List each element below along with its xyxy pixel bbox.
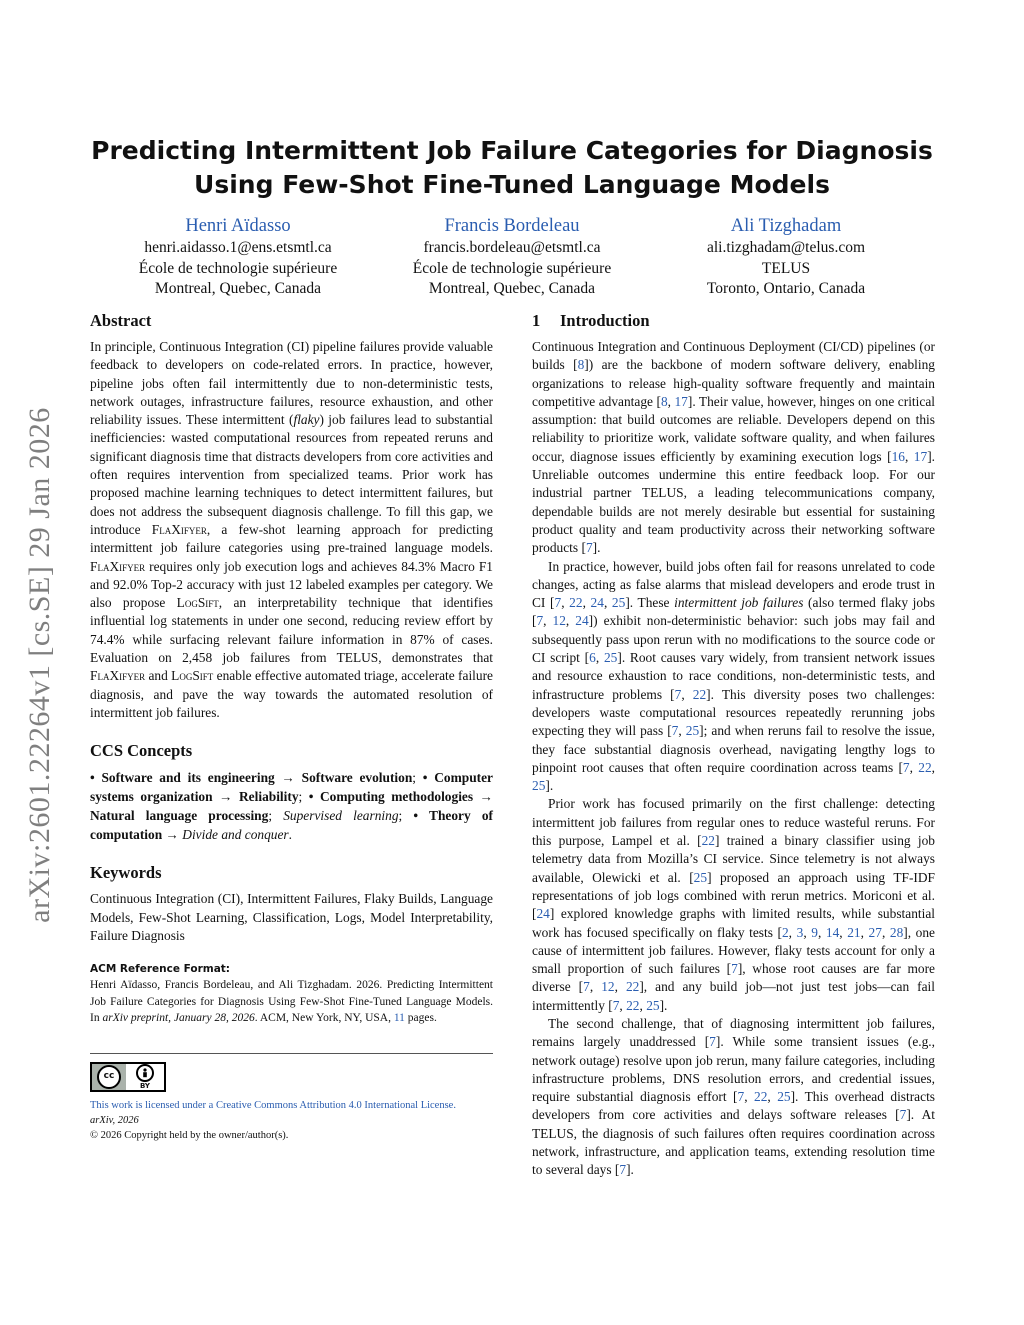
- author-location: Montreal, Quebec, Canada: [154, 280, 322, 297]
- citation-link[interactable]: 22: [754, 1089, 768, 1105]
- citation-link[interactable]: 12: [552, 613, 566, 629]
- license-link[interactable]: This work is licensed under a Creative Commons Attribution 4.0 International License.: [90, 1099, 456, 1111]
- author-name-link[interactable]: Francis Bordeleau: [444, 216, 580, 236]
- citation-link[interactable]: 7: [612, 997, 620, 1013]
- logsift-name: LogSift: [171, 668, 214, 684]
- citation-link[interactable]: 7: [674, 686, 682, 702]
- citation-link[interactable]: 7: [731, 961, 738, 977]
- arxiv-identifier-stamp: [12, 380, 68, 950]
- paper-title-line-2: Using Few-Shot Fine-Tuned Language Models: [194, 170, 830, 199]
- citation-link[interactable]: 7: [619, 1162, 627, 1178]
- flaxifyer-name: FlaXifyer: [151, 521, 207, 537]
- introduction-heading: [532, 310, 935, 332]
- citation-link[interactable]: 7: [583, 979, 590, 995]
- citation-link[interactable]: 7: [737, 1089, 745, 1105]
- left-column: [90, 310, 493, 1143]
- citation-link[interactable]: 25: [693, 869, 708, 885]
- intro-paragraph: In practice, however, build jobs often fail for reasons unrelated to code changes, acting as false alarms that mislead developers and erode trust in CI [7, 22, 24, 25]. These intermittent job failures (also termed flaky jobs [7, 12, 24]) exhibit non-deterministic behavior: such jobs may fail and subsequently pass upon rerun with no modifications to the source code or CI script [6, 25]. Root causes vary widely, from transient network issues and resource exhaustion to race conditions, non-deterministic tests, and infrastructure problems [7, 22]. This diversity poses two challenges: developers waste computational resources repeatedly rerunning jobs expecting they will pass [7, 25]; and when reruns fail to resolve the issue, they face substantial diagnosis overhead, navigating lengthy logs to pinpoint root causes that often require coordination across teams [7, 22, 25].: [532, 558, 936, 794]
- intro-paragraph: The second challenge, that of diagnosing intermittent job failures, remains largely unaddressed [7]. While some transient issues (e.g., network outage) resolve upon job rerun, many failure categories, including infrastructure problems, DNS resolution errors, and credential issues, require substantial diagnosis effort [7, 22, 25]. This overhead distracts developers from core activities and delays software releases [7]. At TELUS, the diagnosis of such failures often requires coordination across network, infrastructure, and application teams, extending resolution time to several days [7].: [532, 1015, 935, 1178]
- citation-link[interactable]: 24: [590, 595, 604, 611]
- citation-link[interactable]: 7: [899, 1107, 907, 1123]
- citation-link[interactable]: 25: [603, 650, 618, 666]
- author-affiliation: École de technologie supérieure: [138, 259, 338, 277]
- citation-link[interactable]: 25: [777, 1089, 791, 1105]
- paper-title: [90, 134, 934, 202]
- author-card: [98, 214, 378, 300]
- citation-link[interactable]: 9: [811, 924, 818, 940]
- citation-link[interactable]: 2: [781, 924, 789, 940]
- by-label: BY: [139, 1081, 151, 1090]
- citation-link[interactable]: 27: [868, 924, 882, 940]
- citation-link[interactable]: 14: [825, 924, 840, 940]
- citation-link[interactable]: 3: [796, 924, 804, 940]
- cc-icon: cc: [97, 1065, 121, 1089]
- ccs-concepts-text: • Software and its engineering → Software evolution; • Computer systems organization → Reliability; • Computing methodologies → Natural language processing; Supervised learning; • Theory of computation → Divide and conquer.: [90, 770, 493, 843]
- citation-link[interactable]: 22: [626, 997, 640, 1013]
- venue-label: arXiv, 2026: [90, 1114, 139, 1126]
- ccs-concepts-heading: CCS Concepts: [90, 741, 193, 761]
- copyright-notice: © 2026 Copyright held by the owner/author(s).: [90, 1129, 289, 1141]
- author-name-link[interactable]: Ali Tizghadam: [730, 216, 842, 236]
- license-divider: [90, 1053, 493, 1062]
- keywords-heading: Keywords: [90, 863, 162, 883]
- citation-link[interactable]: 7: [536, 613, 544, 629]
- citation-link[interactable]: 25: [685, 723, 700, 739]
- citation-link[interactable]: 7: [709, 1034, 716, 1050]
- citation-link[interactable]: 8: [660, 393, 668, 409]
- citation-link[interactable]: 22: [569, 595, 583, 611]
- citation-link[interactable]: 6: [589, 650, 596, 666]
- citation-link[interactable]: 22: [918, 759, 932, 775]
- author-location: Montreal, Quebec, Canada: [428, 280, 596, 297]
- citation-link[interactable]: 16: [891, 448, 905, 464]
- citation-link[interactable]: 7: [585, 540, 593, 556]
- author-name-link[interactable]: Henri Aïdasso: [185, 216, 291, 236]
- creative-commons-by-badge[interactable]: [90, 1062, 166, 1092]
- intro-paragraph: Prior work has focused primarily on the first challenge: detecting intermittent job failures from regular ones to reduce wasteful reruns. For this purpose, Lampel et al. [22] trained a binary classifier using job telemetry data from Mozilla’s CI service. Since telemetry is not always available, Olewicki et al. [25] proposed an approach using TF-IDF representations of job logs combined with rerun metrics. Moriconi et al. [24] explored knowledge graphs with limited results, while substantial work has focused specifically on flaky tests [2, 3, 9, 14, 21, 27, 28], one cause of intermittent job failures. However, flaky tests account for only a small proportion of such failures [7], whose root causes are far more diverse [7, 12, 22], and any build job—not just test jobs—can fail intermittently [7, 22, 25].: [532, 796, 935, 1013]
- page-count-link[interactable]: 11: [393, 1012, 405, 1025]
- attribution-person-icon: [136, 1064, 154, 1082]
- section-number: 1: [532, 311, 541, 330]
- citation-link[interactable]: 17: [913, 448, 928, 464]
- citation-link[interactable]: 22: [625, 979, 640, 995]
- citation-link[interactable]: 21: [847, 924, 861, 940]
- citation-link[interactable]: 28: [889, 924, 904, 940]
- citation-link[interactable]: 25: [611, 595, 626, 611]
- citation-link[interactable]: 7: [554, 595, 562, 611]
- abstract-heading: Abstract: [90, 311, 152, 330]
- citation-link[interactable]: 7: [902, 759, 910, 775]
- logsift-name: LogSift: [176, 595, 219, 611]
- author-email: francis.bordeleau@etsmtl.ca: [423, 239, 601, 256]
- citation-link[interactable]: 24: [536, 906, 550, 922]
- citation-link[interactable]: 24: [575, 613, 589, 629]
- paper-title-line-1: Predicting Intermittent Job Failure Categories for Diagnosis: [91, 136, 933, 165]
- author-affiliation: TELUS: [761, 259, 811, 277]
- flaxifyer-name: FlaXifyer: [90, 558, 146, 574]
- author-card: [372, 214, 652, 300]
- abstract-text: In principle, Continuous Integration (CI) pipeline failures provide valuable feedback to developers on code-related errors. In practice, however, pipeline jobs often fail intermittently due to non-deterministic tests, network outages, infrastructure failures, resource exhaustion, and other reliability issues. These intermittent (flaky) job failures lead to substantial inefficiencies: wasted computational resources from repeated reruns and significant diagnosis time that distracts developers from core activities and often requires intervention from specialized teams. Prior work has proposed machine learning techniques to detect intermittent failures, but does not address the subsequent diagnosis challenge. To fill this gap, we introduce FlaXifyer, a few-shot learning approach for predicting intermittent job failure categories using pre-trained language models. FlaXifyer requires only job execution logs and achieves 84.3% Macro F1 and 92.0% Top-2 accuracy with just 12 labeled examples per category. We also propose LogSift, an interpretability technique that identifies influential log statements in under one second, reducing review effort by 74.4% while surfacing relevant failure information in 87% of cases. Evaluation on 2,458 job failures from TELUS, demonstrates that FlaXifyer and LogSift enable effective automated triage, accelerate failure diagnosis, and pave the way towards the automated resolution of intermittent job failures.: [90, 339, 494, 720]
- author-location: Toronto, Ontario, Canada: [706, 280, 866, 297]
- author-affiliation: École de technologie supérieure: [412, 259, 612, 277]
- section-title: Introduction: [560, 311, 650, 330]
- author-block: [90, 214, 934, 304]
- acm-reference-heading: ACM Reference Format:: [90, 963, 230, 976]
- emphasis-text: intermittent job failures: [674, 595, 804, 611]
- citation-link[interactable]: 17: [674, 393, 688, 409]
- author-email: henri.aidasso.1@ens.etsmtl.ca: [144, 239, 332, 256]
- arxiv-identifier-text: arXiv:2601.22264v1 [cs.SE] 29 Jan 2026: [23, 407, 56, 923]
- acm-reference-text: Henri Aïdasso, Francis Bordeleau, and Ali Tizghadam. 2026. Predicting Intermittent Job Failure Categories for Diagnosis Using Few-Shot Fine-Tuned Language Models. In arXiv preprint, January 28, 2026. ACM, New York, NY, USA, 11 pages.: [90, 979, 493, 1025]
- citation-link[interactable]: 25: [532, 778, 546, 794]
- citation-link[interactable]: 12: [601, 979, 615, 995]
- flaxifyer-name: FlaXifyer: [90, 668, 146, 684]
- citation-link[interactable]: 25: [646, 997, 660, 1013]
- intro-paragraph: Continuous Integration and Continuous Deployment (CI/CD) pipelines (or builds [8]) are the backbone of modern software delivery, enabling organizations to release high-quality software frequently and maintain competitive advantage [8, 17]. Their value, however, hinges on one critical assumption: that build outcomes are reliable. Developers depend on this reliability to prioritize work, validate software quality, and when failures occur, diagnose issues efficiently by examining execution logs [16, 17]. Unreliable outcomes undermine this entire feedback loop. For our industrial partner TELUS, a leading telecommunications company, dependable builds are not merely desirable but essential for sustaining product quality and team productivity across their networking software products [7].: [532, 339, 935, 556]
- citation-link[interactable]: 8: [577, 357, 585, 373]
- author-email: ali.tizghadam@telus.com: [706, 239, 866, 256]
- keywords-text: Continuous Integration (CI), Intermittent Failures, Flaky Builds, Language Models, Few-Shot Learning, Classification, Logs, Model Interpretability, Failure Diagnosis: [90, 891, 493, 943]
- author-card: [646, 214, 926, 300]
- citation-link[interactable]: 22: [701, 833, 715, 849]
- citation-link[interactable]: 22: [692, 686, 707, 702]
- citation-link[interactable]: 7: [671, 723, 679, 739]
- right-column: [532, 310, 935, 1180]
